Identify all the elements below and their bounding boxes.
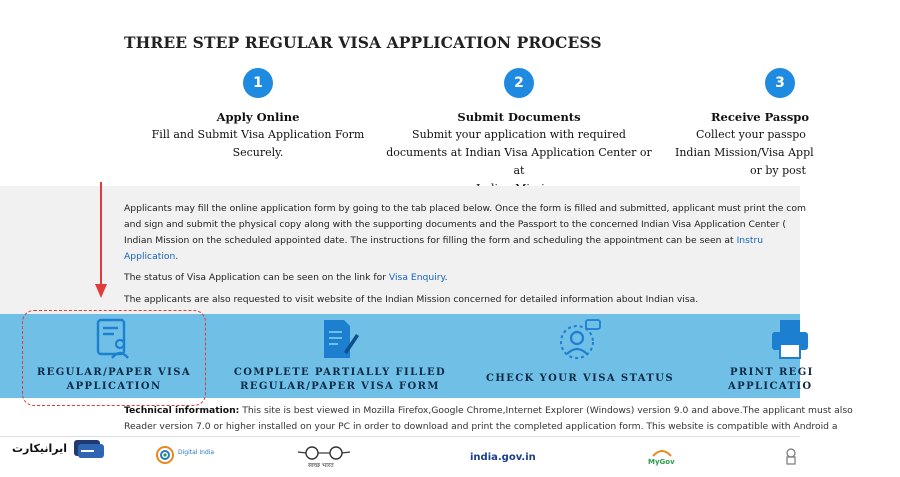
mygov-logo[interactable] xyxy=(648,448,678,470)
tile-label: APPLICATION xyxy=(66,381,162,392)
step-number-badge: 1 xyxy=(243,68,273,98)
tile-label: APPLICATIO xyxy=(728,381,813,392)
step-desc-line: documents at Indian Visa Application Center or at xyxy=(386,146,652,177)
iranicard-logo[interactable] xyxy=(8,436,108,466)
swachh-bharat-glasses-icon xyxy=(296,446,352,460)
tile-check-visa-status[interactable] xyxy=(478,318,682,386)
step-description: Fill and Submit Visa Application Form Securely. xyxy=(151,128,365,159)
technical-information xyxy=(124,403,853,435)
tech-line xyxy=(124,403,853,419)
tile-label: PRINT REGI xyxy=(730,367,814,378)
step-desc-line: Submit your application with required xyxy=(412,128,626,141)
info-line: Applicants may fill the online application form by going to the tab placed below. Once the form is filled and submitted, applicant must print the com xyxy=(124,203,806,214)
highlight-box xyxy=(22,310,206,406)
india-gov-text: india.gov.in xyxy=(470,452,536,463)
tech-label: Technical information: xyxy=(124,405,240,416)
visa-enquiry-link[interactable]: Visa Enquiry xyxy=(388,272,445,283)
emblem-icon xyxy=(784,448,798,466)
step-number-badge: 3 xyxy=(765,68,795,98)
step-submit-documents xyxy=(384,68,654,198)
tile-label: REGULAR/PAPER VISA FORM xyxy=(240,381,440,392)
arrow-down-icon xyxy=(94,182,108,300)
info-line: and sign and submit the physical copy along with the supporting documents and the Passport to the concerned Indian Visa Application Center ( xyxy=(124,219,786,230)
info-line xyxy=(124,233,806,249)
digital-india-emblem-icon xyxy=(156,446,174,464)
step-description xyxy=(660,126,900,180)
step-title: Submit Documents xyxy=(457,110,581,124)
iranicard-text: ایرانیکارت xyxy=(12,442,68,455)
step-number-badge: 2 xyxy=(504,68,534,98)
info-text: The status of Visa Application can be seen on the link for xyxy=(124,272,386,283)
tile-print-regular-application[interactable] xyxy=(710,318,860,394)
instructions-link[interactable]: Instru xyxy=(736,235,764,246)
document-edit-icon xyxy=(320,318,360,360)
step-receive-passport xyxy=(660,68,900,180)
step-title: Receive Passpo xyxy=(711,110,810,124)
printer-icon xyxy=(770,318,810,360)
step-desc-line: Indian Mission/Visa Appl xyxy=(675,146,814,159)
tech-line: Reader version 7.0 or higher installed on your PC in order to download and print the completed application form. This website is compatible with Android a xyxy=(124,421,838,432)
info-paragraph-2 xyxy=(124,270,448,286)
info-paragraph-3: The applicants are also requested to visit website of the Indian Mission concerned for detailed information about Indian visa. xyxy=(124,294,699,305)
digital-india-text: Digital India xyxy=(178,449,215,456)
tile-complete-partially-filled[interactable] xyxy=(220,318,460,394)
step-apply-online xyxy=(130,68,386,162)
mygov-text: MyGov xyxy=(648,458,675,466)
info-text: . xyxy=(175,251,179,262)
info-line xyxy=(124,249,806,265)
tile-label: REGULAR/PAPER VISA xyxy=(36,367,192,378)
tech-text: This site is best viewed in Mozilla Firefox,Google Chrome,Internet Explorer (Windows) version 9.0 and above.The applicant must also xyxy=(242,405,853,416)
application-link[interactable]: Application xyxy=(124,251,176,262)
swachh-bharat-logo[interactable] xyxy=(296,444,356,470)
mygov-emblem-icon xyxy=(651,448,673,458)
support-agent-icon xyxy=(557,318,603,366)
tile-label: CHECK YOUR VISA STATUS xyxy=(486,373,674,384)
info-text: . xyxy=(444,272,448,283)
step-desc-line: or by post xyxy=(750,164,806,177)
india-gov-logo[interactable] xyxy=(470,452,536,463)
swachh-bharat-text: स्वच्छ भारत xyxy=(308,462,334,469)
info-paragraph-1 xyxy=(124,201,806,265)
info-text: Indian Mission on the scheduled appointed date. The instructions for filling the form and scheduling the appointment can be seen at xyxy=(124,235,734,246)
iranicard-card-icon xyxy=(72,438,106,460)
digital-india-logo[interactable] xyxy=(156,444,232,470)
tile-label: COMPLETE PARTIALLY FILLED xyxy=(233,367,447,378)
step-title: Apply Online xyxy=(216,110,300,124)
step-desc-line: Collect your passpo xyxy=(696,128,806,141)
footer-divider xyxy=(0,436,800,437)
page-title: THREE STEP REGULAR VISA APPLICATION PROCESS xyxy=(124,33,602,52)
